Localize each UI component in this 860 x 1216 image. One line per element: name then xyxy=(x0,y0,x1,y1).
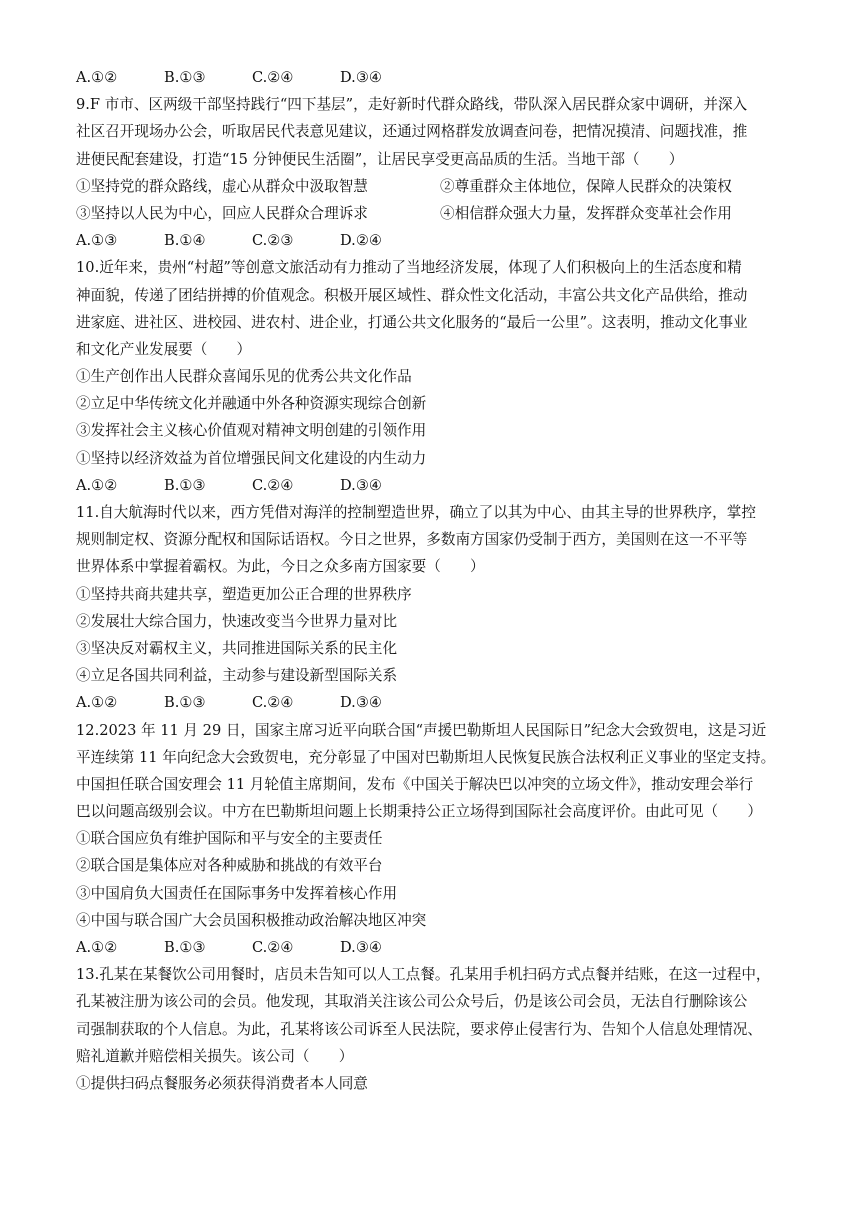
question-11 xyxy=(76,499,782,717)
q9-items-row xyxy=(76,173,782,200)
q8-option-b: B.①③ xyxy=(164,69,206,86)
q11-stem-line: 世界体系中掌握着霸权。为此，今日之众多南方国家要（ ） xyxy=(76,558,485,576)
q9-option-d: D.②④ xyxy=(340,232,382,250)
q12-item-2: ②联合国是集体应对各种威胁和挑战的有效平台 xyxy=(76,857,383,875)
q11-option-d: D.③④ xyxy=(340,694,382,712)
q13-stem-line: 孔某被注册为该公司的会员。他发现，其取消关注该公司公众号后，仍是该公司会员，无法自行删除该公 xyxy=(76,993,748,1011)
q11-item-4: ④立足各国共同利益，主动参与建设新型国际关系 xyxy=(76,667,398,685)
q9-stem-line: 社区召开现场办公会，听取居民代表意见建议，还通过网格群发放调查问卷，把情况摸清、问题找准，推 xyxy=(76,123,748,141)
q13-stem-line: 司强制获取的个人信息。为此，孔某将该公司诉至人民法院，要求停止侵害行为、告知个人信息处理情况、 xyxy=(76,1020,762,1038)
q12-stem-line: 平连续第 11 年向纪念大会致贺电，充分彰显了中国对巴勒斯坦人民恢复民族合法权利正义事业的坚定支持。 xyxy=(76,748,776,766)
q9-stem-line: 9.F 市市、区两级干部坚持践行“四下基层”，走好新时代群众路线，带队深入居民群众家中调研，并深入 xyxy=(76,96,748,114)
q10-item-4: ①坚持以经济效益为首位增强民间文化建设的内生动力 xyxy=(76,449,427,467)
q12-item-3: ③中国肩负大国责任在国际事务中发挥着核心作用 xyxy=(76,884,398,902)
q12-item-4: ④中国与联合国广大会员国积极推动政治解决地区冲突 xyxy=(76,911,427,929)
question-12 xyxy=(76,717,782,962)
q11-stem-line: 11.自大航海时代以来，西方凭借对海洋的控制塑造世界，确立了以其为中心、由其主导的世界秩序，掌控 xyxy=(76,504,756,521)
q11-option-c: C.②④ xyxy=(252,694,294,712)
q9-item-4: ④相信群众强大力量，发挥群众变革社会作用 xyxy=(440,204,732,222)
q10-stem-line: 进家庭、进社区、进校园、进农村、进企业，打通公共文化服务的“最后一公里”。这表明，推动文化事业 xyxy=(76,313,748,331)
exam-page xyxy=(76,64,782,1097)
q9-item-2: ②尊重群众主体地位，保障人民群众的决策权 xyxy=(440,177,732,195)
q11-stem-line: 规则制定权、资源分配权和国际话语权。今日之世界，多数南方国家仍受制于西方，美国则在这一不平等 xyxy=(76,531,748,549)
q11-option-b: B.①③ xyxy=(164,694,206,712)
q13-item-1: ①提供扫码点餐服务必须获得消费者本人同意 xyxy=(76,1074,368,1092)
q13-stem-line: 赔礼道歉并赔偿相关损失。该公司（ ） xyxy=(76,1047,354,1065)
question-10 xyxy=(76,254,782,499)
q10-item-1: ①生产创作出人民群众喜闻乐见的优秀公共文化作品 xyxy=(76,368,412,386)
question-13 xyxy=(76,961,782,1097)
q12-option-d: D.③④ xyxy=(340,939,382,956)
q10-options xyxy=(76,472,782,499)
q8-options xyxy=(76,64,782,91)
q13-stem-line: 13.孔某在某餐饮公司用餐时，店员未告知可以人工点餐。孔某用手机扫码方式点餐并结账，在这一过程中， xyxy=(76,966,771,984)
q8-option-a: A.①② xyxy=(76,69,118,86)
q9-option-a: A.①③ xyxy=(76,232,118,250)
q12-item-1: ①联合国应负有维护国际和平与安全的主要责任 xyxy=(76,830,383,848)
q11-options xyxy=(76,689,782,716)
q9-items-row xyxy=(76,200,782,227)
q12-option-a: A.①② xyxy=(76,939,118,956)
q10-stem-line: 10.近年来，贵州“村超”等创意文旅活动有力推动了当地经济发展，体现了人们积极向上的生活态度和精 xyxy=(76,259,742,277)
q12-option-c: C.②④ xyxy=(252,939,294,956)
q9-option-c: C.②③ xyxy=(252,232,294,250)
q12-stem-line: 12.2023 年 11 月 29 日，国家主席习近平向联合国“声援巴勒斯坦人民国际日”纪念大会致贺电，这是习近 xyxy=(76,721,767,739)
q12-options xyxy=(76,934,782,961)
q10-option-d: D.③④ xyxy=(340,476,382,494)
question-9 xyxy=(76,91,782,254)
q11-item-1: ①坚持共商共建共享，塑造更加公正合理的世界秩序 xyxy=(76,585,412,603)
q11-item-2: ②发展壮大综合国力，快速改变当今世界力量对比 xyxy=(76,612,398,630)
q9-item-3: ③坚持以人民为中心，回应人民群众合理诉求 xyxy=(76,204,368,222)
q9-option-b: B.①④ xyxy=(164,232,206,250)
q9-stem-line: 进便民配套建设，打造“15 分钟便民生活圈”，让居民享受更高品质的生活。当地干部（ ） xyxy=(76,150,684,168)
q9-item-1: ①坚持党的群众路线，虚心从群众中汲取智慧 xyxy=(76,177,368,195)
q10-item-2: ②立足中华传统文化并融通中外各种资源实现综合创新 xyxy=(76,395,427,413)
q10-item-3: ③发挥社会主义核心价值观对精神文明创建的引领作用 xyxy=(76,422,427,440)
q10-option-b: B.①③ xyxy=(164,476,206,494)
q9-options xyxy=(76,227,782,254)
q10-option-c: C.②④ xyxy=(252,476,294,494)
q12-option-b: B.①③ xyxy=(164,939,206,956)
q10-stem-line: 神面貌，传递了团结拼搏的价值观念。积极开展区域性、群众性文化活动，丰富公共文化产品供给，推动 xyxy=(76,286,748,304)
q11-item-3: ③坚决反对霸权主义，共同推进国际关系的民主化 xyxy=(76,639,398,657)
q10-stem-line: 和文化产业发展要（ ） xyxy=(76,340,252,358)
q8-option-d: D.③④ xyxy=(340,69,382,86)
q10-option-a: A.①② xyxy=(76,476,118,494)
q12-stem-line: 中国担任联合国安理会 11 月轮值主席期间，发布《中国关于解决巴以冲突的立场文件》，推动安理会举行 xyxy=(76,775,754,793)
q11-option-a: A.①② xyxy=(76,694,118,712)
q8-option-c: C.②④ xyxy=(252,69,294,86)
q12-stem-line: 巴以问题高级别会议。中方在巴勒斯坦问题上长期秉持公正立场得到国际社会高度评价。由此可见（ ） xyxy=(76,803,762,821)
